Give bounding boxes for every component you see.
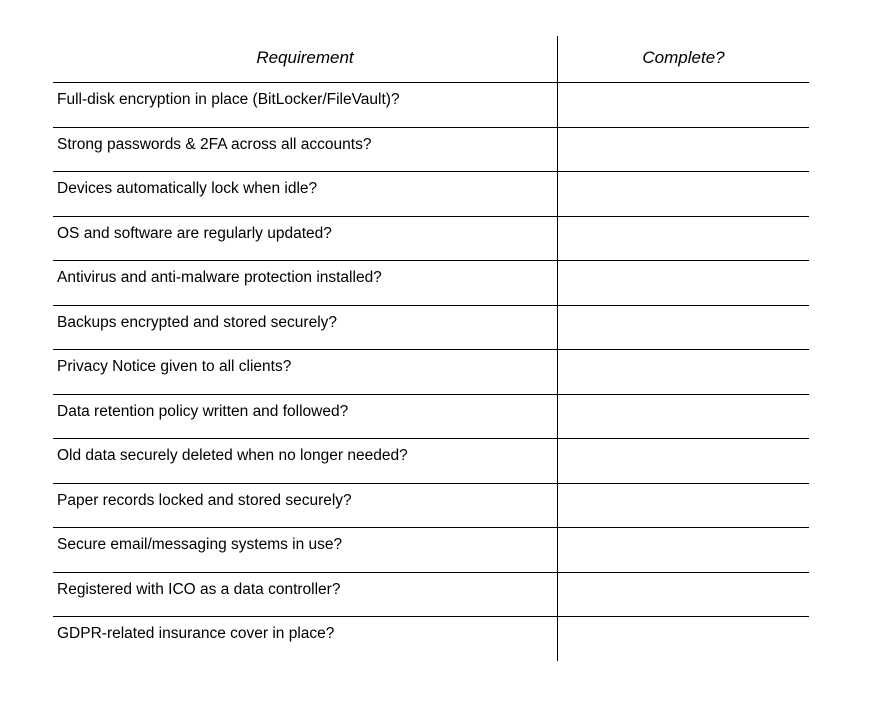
table-row bbox=[53, 306, 809, 351]
table-header-row bbox=[53, 36, 809, 83]
complete-cell bbox=[558, 484, 809, 528]
table-row bbox=[53, 83, 809, 128]
requirement-cell: OS and software are regularly updated? bbox=[53, 217, 558, 261]
requirement-cell: Privacy Notice given to all clients? bbox=[53, 350, 558, 394]
complete-cell bbox=[558, 350, 809, 394]
table-row bbox=[53, 573, 809, 618]
requirement-cell: Antivirus and anti-malware protection installed? bbox=[53, 261, 558, 305]
complete-column-header: Complete? bbox=[642, 48, 725, 67]
complete-cell bbox=[558, 573, 809, 617]
complete-cell bbox=[558, 395, 809, 439]
table-row bbox=[53, 350, 809, 395]
complete-cell bbox=[558, 261, 809, 305]
checklist-table bbox=[53, 36, 809, 661]
requirement-column-header: Requirement bbox=[53, 36, 558, 82]
complete-cell bbox=[558, 617, 809, 661]
complete-cell bbox=[558, 439, 809, 483]
complete-cell bbox=[558, 528, 809, 572]
table-row bbox=[53, 217, 809, 262]
requirement-cell: Devices automatically lock when idle? bbox=[53, 172, 558, 216]
requirement-cell: Full-disk encryption in place (BitLocker/FileVault)? bbox=[53, 83, 558, 127]
table-row bbox=[53, 439, 809, 484]
requirement-cell: Registered with ICO as a data controller? bbox=[53, 573, 558, 617]
requirement-cell: Strong passwords & 2FA across all accounts? bbox=[53, 128, 558, 172]
complete-cell bbox=[558, 128, 809, 172]
table-row bbox=[53, 617, 809, 661]
table-row bbox=[53, 128, 809, 173]
table-row bbox=[53, 172, 809, 217]
requirement-cell: Backups encrypted and stored securely? bbox=[53, 306, 558, 350]
requirement-cell: Data retention policy written and followed? bbox=[53, 395, 558, 439]
table-body bbox=[53, 83, 809, 661]
complete-cell bbox=[558, 172, 809, 216]
complete-cell bbox=[558, 306, 809, 350]
requirement-cell: Paper records locked and stored securely? bbox=[53, 484, 558, 528]
requirement-cell: Old data securely deleted when no longer needed? bbox=[53, 439, 558, 483]
complete-cell bbox=[558, 217, 809, 261]
table-row bbox=[53, 528, 809, 573]
requirement-cell: GDPR-related insurance cover in place? bbox=[53, 617, 558, 661]
complete-cell bbox=[558, 83, 809, 127]
table-row bbox=[53, 395, 809, 440]
requirement-cell: Secure email/messaging systems in use? bbox=[53, 528, 558, 572]
table-row bbox=[53, 484, 809, 529]
table-row bbox=[53, 261, 809, 306]
